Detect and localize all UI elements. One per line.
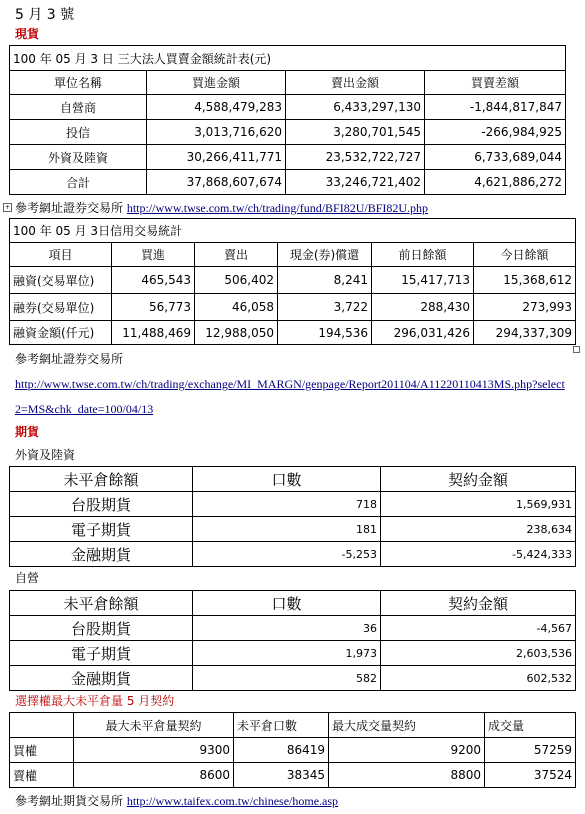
table-cell: -5,424,333 — [381, 542, 576, 567]
options-label: 選擇權最大未平倉量 5 月契約 — [15, 694, 175, 708]
table-cell: 9300 — [74, 738, 234, 763]
table-cell: 11,488,469 — [112, 321, 195, 345]
table-cell: -1,844,817,847 — [425, 95, 566, 120]
table-cell: 9200 — [329, 738, 485, 763]
table-title: 100 年 05 月 3日信用交易統計 — [10, 219, 576, 243]
institutional-trading-table — [9, 45, 566, 195]
table-cell: 融資金額(仟元) — [10, 321, 112, 345]
table-cell: 181 — [193, 517, 381, 542]
table-cell: 57259 — [485, 738, 576, 763]
table-cell: 電子期貨 — [10, 641, 193, 666]
table-cell: 外資及陸資 — [10, 145, 147, 170]
table-resize-handle[interactable] — [573, 346, 580, 353]
table-cell: 86419 — [234, 738, 329, 763]
table-header: 契約金額 — [381, 591, 576, 616]
table-header: 未平倉餘額 — [10, 467, 193, 492]
table-cell: 投信 — [10, 120, 147, 145]
table-cell: 買權 — [10, 738, 74, 763]
table-cell: 6,433,297,130 — [286, 95, 425, 120]
table-cell: 1,973 — [193, 641, 381, 666]
table-cell: 37524 — [485, 763, 576, 788]
twse-margin-link-continued[interactable]: 2=MS&chk_date=100/04/13 — [15, 402, 154, 416]
table-header: 前日餘額 — [372, 243, 474, 267]
table-header: 賣出 — [195, 243, 278, 267]
table-cell: 2,603,536 — [381, 641, 576, 666]
margin-trading-table — [9, 218, 576, 345]
table-cell: 12,988,050 — [195, 321, 278, 345]
table-cell: 6,733,689,044 — [425, 145, 566, 170]
table-header: 項目 — [10, 243, 112, 267]
table-header: 未平倉口數 — [234, 713, 329, 738]
table-cell: 4,588,479,283 — [147, 95, 286, 120]
table-header: 口數 — [193, 591, 381, 616]
options-open-interest-table — [9, 712, 576, 788]
reference-3 — [15, 794, 338, 808]
table-cell: 4,621,886,272 — [425, 170, 566, 195]
table-cell: 融券(交易單位) — [10, 294, 112, 321]
table-cell: -266,984,925 — [425, 120, 566, 145]
table-header: 成交量 — [485, 713, 576, 738]
table-cell: 30,266,411,771 — [147, 145, 286, 170]
table-cell: 465,543 — [112, 267, 195, 294]
table-cell: 23,532,722,727 — [286, 145, 425, 170]
table-title: 100 年 05 月 3 日 三大法人買賣金額統計表(元) — [10, 46, 566, 71]
table-header: 賣出金額 — [286, 71, 425, 95]
table-cell: 8800 — [329, 763, 485, 788]
table-cell: 15,368,612 — [474, 267, 576, 294]
twse-margin-link[interactable]: http://www.twse.com.tw/ch/trading/exchange/MI_MARGN/genpage/Report201104/A11220110413MS.php?select — [15, 377, 565, 391]
table-cell: 288,430 — [372, 294, 474, 321]
table-cell: 36 — [193, 616, 381, 641]
twse-fund-link[interactable]: http://www.twse.com.tw/ch/trading/fund/BFI82U/BFI82U.php — [126, 201, 429, 215]
table-cell: 自營商 — [10, 95, 147, 120]
table-cell: 296,031,426 — [372, 321, 474, 345]
table-header: 現金(券)償還 — [278, 243, 372, 267]
table-cell: 194,536 — [278, 321, 372, 345]
foreign-futures-table — [9, 466, 576, 567]
table-cell: 8600 — [74, 763, 234, 788]
table-cell: 56,773 — [112, 294, 195, 321]
reference-1 — [15, 201, 428, 215]
table-cell: 3,280,701,545 — [286, 120, 425, 145]
table-cell: 合計 — [10, 170, 147, 195]
reference-label: 參考網址證券交易所 — [15, 201, 124, 215]
table-header: 最大未平倉量契約 — [74, 713, 234, 738]
table-cell: 台股期貨 — [10, 492, 193, 517]
table-header: 契約金額 — [381, 467, 576, 492]
table-cell: 238,634 — [381, 517, 576, 542]
table-cell: 金融期貨 — [10, 666, 193, 691]
table-cell: -5,253 — [193, 542, 381, 567]
table-cell: 3,722 — [278, 294, 372, 321]
table-header: 買進 — [112, 243, 195, 267]
table-header: 今日餘額 — [474, 243, 576, 267]
table-header: 單位名稱 — [10, 71, 147, 95]
table-cell: 融資(交易單位) — [10, 267, 112, 294]
table-header: 最大成交量契約 — [329, 713, 485, 738]
table-cell: 賣權 — [10, 763, 74, 788]
table-cell: 506,402 — [195, 267, 278, 294]
spot-section-label: 現貨 — [15, 27, 40, 41]
table-cell: 33,246,721,402 — [286, 170, 425, 195]
table-cell: 273,993 — [474, 294, 576, 321]
table-cell: 金融期貨 — [10, 542, 193, 567]
page-heading: 5 月 3 號 — [15, 7, 75, 23]
table-cell: 294,337,309 — [474, 321, 576, 345]
table-cell: 582 — [193, 666, 381, 691]
table-cell: 電子期貨 — [10, 517, 193, 542]
table-header: 買賣差額 — [425, 71, 566, 95]
table-cell: 3,013,716,620 — [147, 120, 286, 145]
taifex-link[interactable]: http://www.taifex.com.tw/chinese/home.asp — [126, 794, 339, 808]
table-cell: -4,567 — [381, 616, 576, 641]
table-cell: 602,532 — [381, 666, 576, 691]
table-cell: 1,569,931 — [381, 492, 576, 517]
table-move-handle[interactable]: + — [4, 204, 11, 211]
futures-section-label: 期貨 — [15, 425, 40, 439]
table-header: 口數 — [193, 467, 381, 492]
table-cell: 37,868,607,674 — [147, 170, 286, 195]
table-header: 未平倉餘額 — [10, 591, 193, 616]
table-header: 買進金額 — [147, 71, 286, 95]
dealer-label: 自營 — [15, 571, 40, 585]
table-cell: 15,417,713 — [372, 267, 474, 294]
dealer-futures-table — [9, 590, 576, 691]
table-cell: 46,058 — [195, 294, 278, 321]
foreign-investors-label: 外資及陸資 — [15, 448, 76, 462]
table-cell: 38345 — [234, 763, 329, 788]
table-cell: 718 — [193, 492, 381, 517]
reference-label: 參考網址期貨交易所 — [15, 794, 124, 808]
table-cell: 台股期貨 — [10, 616, 193, 641]
table-header — [10, 713, 74, 738]
table-cell: 8,241 — [278, 267, 372, 294]
reference-label: 參考網址證券交易所 — [15, 352, 124, 366]
